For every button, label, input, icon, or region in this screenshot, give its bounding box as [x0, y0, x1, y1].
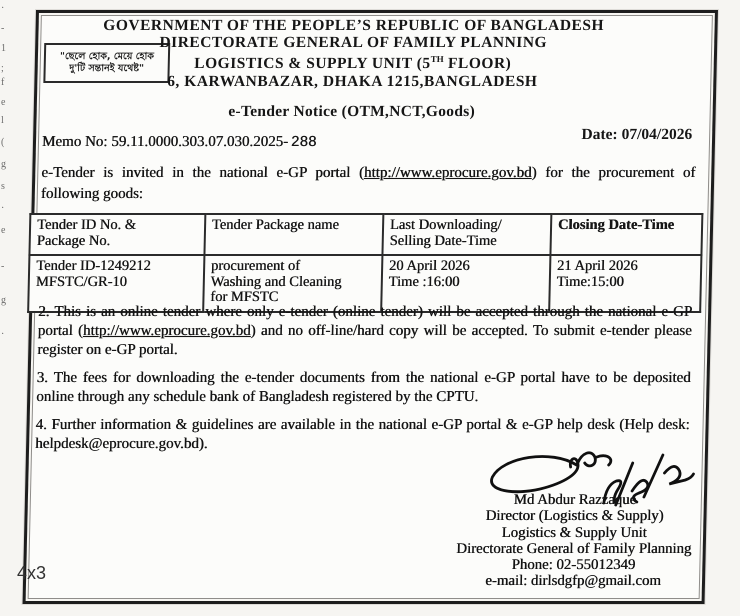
signatory-email: e-mail: dirlsdgfp@gmail.com — [485, 573, 661, 590]
scan-artifact: e — [1, 97, 6, 108]
scan-artifact: - — [1, 23, 5, 34]
memo-number-line — [42, 134, 317, 151]
signatory-name: Md Abdur Razzaque — [513, 492, 637, 508]
header-line: Tender ID No. & — [36, 217, 137, 233]
document-border-frame — [23, 10, 718, 604]
header-line: Tender Package name — [211, 217, 340, 233]
letterhead-unit-line — [38, 51, 668, 72]
header-line: Closing Date-Time — [557, 217, 675, 233]
eprocure-url: http://www.eprocure.gov.bd — [363, 165, 532, 181]
scan-artifact: · — [1, 329, 5, 340]
letterhead-directorate-line: DIRECTORATE GENERAL OF FAMILY PLANNING — [159, 34, 548, 52]
unit-line-pre: LOGISTICS & SUPPLY UNIT (5 — [194, 55, 431, 73]
paragraph-2-pre: 2. This is an online tender where only e-tender (online tender) will be accepted through the national e-GP portal ( — [37, 304, 693, 339]
tender-table — [27, 213, 703, 313]
cell-line: Tender ID-1249212 — [36, 258, 151, 274]
cell-line: for MFSTC — [210, 289, 279, 305]
paragraph-3: 3. The fees for downloading the e-tender documents from the national e-GP portal have to be deposited online through any schedule bank of Bangladesh registered by the CPTU. — [36, 370, 691, 405]
eprocure-url: http://www.eprocure.gov.bd — [82, 323, 251, 339]
date-line: Date: 07/04/2026 — [581, 126, 693, 143]
scan-artifact: · — [1, 203, 5, 214]
cell-line: Washing and Cleaning — [210, 273, 342, 290]
scan-artifact: g — [1, 295, 6, 306]
paragraph-4: 4. Further information & guidelines are available in the national e-GP portal & e-GP help desk (Help desk: helpdesk@eprocure.gov.bd). — [34, 417, 690, 452]
cell-line: procurement of — [210, 258, 301, 274]
cell-line: 21 April 2026 — [556, 258, 638, 274]
scan-artifact: g — [1, 159, 6, 170]
letterhead-address-line: 6, KARWANBAZAR, DHAKA 1215,BANGLADESH — [167, 72, 538, 90]
signatory-organization: Directorate General of Family Planning — [456, 540, 692, 557]
letterhead-government-line: GOVERNMENT OF THE PEOPLE’S REPUBLIC OF BANGLADESH — [103, 17, 605, 34]
scan-artifact: 1 — [1, 43, 6, 54]
cell-line: MFSTC/GR-10 — [35, 273, 128, 290]
unit-line-post: FLOOR) — [443, 55, 512, 73]
intro-text-pre: e-Tender is invited in the national e-GP portal ( — [41, 165, 365, 181]
tender-table-header-row — [29, 214, 702, 255]
notice-title: e-Tender Notice (OTM,NCT,Goods) — [228, 103, 476, 120]
scan-artifact: s — [1, 181, 5, 192]
scan-artifact: f — [1, 77, 5, 88]
header-cell-package-name — [204, 214, 383, 255]
scan-artifact: - — [1, 261, 5, 272]
signatory-phone: Phone: 02-55012349 — [511, 557, 636, 574]
header-line: Last Downloading/ — [389, 217, 502, 233]
slogan-line-1: "ছেলে হোক, মেয়ে হোক — [59, 51, 155, 62]
cell-line: Time :16:00 — [388, 273, 460, 290]
corner-size-label: 4x3 — [17, 563, 47, 583]
cell-line: Time:15:00 — [556, 273, 624, 290]
intro-paragraph — [41, 163, 696, 204]
scan-artifact: l — [1, 115, 4, 126]
scan-artifact: e — [1, 225, 6, 236]
header-line: Package No. — [36, 232, 111, 249]
scan-artifact: ( — [1, 137, 5, 148]
header-cell-closing-date — [550, 214, 702, 255]
letterhead — [37, 17, 669, 90]
paragraph-2-post: ) and no off-line/hard copy will be accepted. To submit e-tender please register on e-GP portal. — [37, 323, 692, 358]
header-line: Selling Date-Time — [389, 232, 497, 249]
unit-line-superscript: TH — [430, 54, 444, 65]
header-cell-tender-id — [29, 214, 205, 255]
scan-artifact: ; — [1, 63, 4, 74]
paragraph-2 — [37, 303, 692, 360]
signatory-unit: Logistics & Supply Unit — [501, 524, 647, 541]
signatory-title: Director (Logistics & Supply) — [485, 508, 664, 525]
signature-block — [424, 492, 724, 590]
scan-artifact: · — [1, 3, 5, 14]
slogan-line-2: দু'টি সন্তানই যথেষ্ট" — [69, 63, 145, 74]
header-cell-last-downloading — [382, 214, 551, 255]
memo-serial-number: 288 — [290, 134, 317, 150]
cell-line: 20 April 2026 — [388, 258, 470, 274]
memo-label: Memo No: 59.11.0000.303.07.030.2025- — [41, 134, 289, 150]
intro-text-post: ) for the procurement of following goods: — [40, 165, 696, 202]
